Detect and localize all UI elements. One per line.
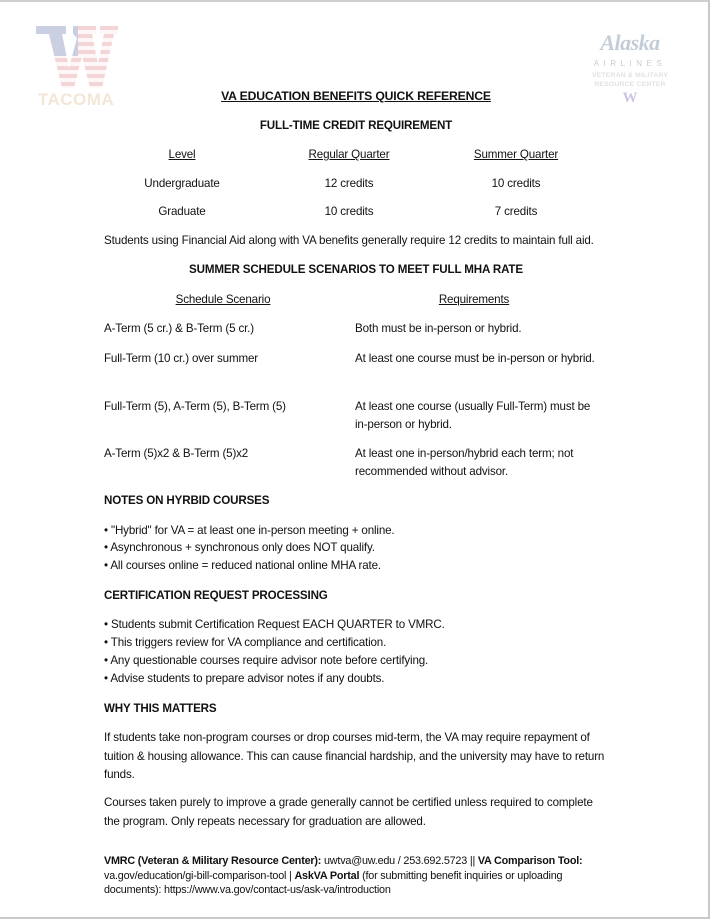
certification-item: • This triggers review for VA compliance and certification. (104, 636, 387, 649)
hybrid-item: • All courses online = reduced national online MHA rate. (104, 559, 381, 572)
credits-level: Graduate (158, 205, 206, 218)
vmrc-label: VMRC (Veteran & Military Resource Center): (104, 855, 322, 867)
airlines-logo-text: AIRLINES (593, 59, 667, 68)
certification-item: • Any questionable courses require advisor note before certifying. (104, 654, 429, 667)
scenario-name: A-Term (5 cr.) & B-Term (5 cr.) (104, 322, 254, 335)
summer-heading: SUMMER SCHEDULE SCENARIOS TO MEET FULL MHA RATE (189, 263, 523, 276)
financial-aid-note: Students using Financial Aid along with VA benefits generally require 12 credits to maintain full aid. (104, 234, 594, 247)
summer-col-requirements: Requirements (438, 293, 510, 306)
vmrc-logo-line-2: RESOURCE CENTER (594, 81, 666, 88)
vmrc-contact[interactable]: uwtva@uw.edu / 253.692.5723 || (321, 855, 478, 867)
scenario-name: A-Term (5)x2 & B-Term (5)x2 (104, 447, 249, 460)
credits-regular: 12 credits (324, 177, 374, 190)
credits-col-level: Level (168, 148, 196, 161)
comparison-tool-label: VA Comparison Tool: (477, 855, 583, 867)
certification-item: • Advise students to prepare advisor notes if any doubts. (104, 672, 385, 685)
alaska-airlines-logo: Alaska (600, 30, 660, 55)
vmrc-logo-line-1: VETERAN & MILITARY (591, 72, 669, 79)
scenario-requirement: At least one course must be in-person or hybrid. (355, 352, 595, 365)
why-heading: WHY THIS MATTERS (104, 702, 217, 715)
uw-tacoma-flag-w-logo (36, 26, 118, 88)
why-paragraph: If students take non-program courses or drop courses mid-term, the VA may require repayment of tuition & housing allowance. This can cause financial hardship, and the university may have to return funds. (104, 731, 605, 781)
tacoma-logo-text: TACOMA (37, 90, 115, 109)
scenario-requirement: Both must be in-person or hybrid. (355, 322, 522, 335)
document-title: VA EDUCATION BENEFITS QUICK REFERENCE (221, 89, 491, 103)
askva-link[interactable]: (for submitting benefit inquiries or uploading documents): https://www.va.gov/contact-us/ask-va/introduction (104, 869, 563, 896)
uw-w-icon: W (622, 90, 638, 106)
hybrid-item: • Asynchronous + synchronous only does NOT qualify. (104, 541, 375, 554)
credits-summer: 7 credits (494, 205, 538, 218)
scenario-requirement: At least one in-person/hybrid each term; not recommended without advisor. (355, 447, 574, 478)
scenario-name: Full-Term (5), A-Term (5), B-Term (5) (104, 400, 286, 413)
credits-regular: 10 credits (324, 205, 374, 218)
credits-col-regular: Regular Quarter (308, 148, 390, 161)
comparison-tool-link[interactable]: va.gov/education/gi-bill-comparison-tool | (104, 869, 295, 882)
askva-label: AskVA Portal (294, 869, 360, 882)
scenario-requirement: At least one course (usually Full-Term) must be in-person or hybrid. (355, 400, 591, 431)
certification-heading: CERTIFICATION REQUEST PROCESSING (104, 589, 328, 602)
hybrid-heading: NOTES ON HYRBID COURSES (104, 494, 270, 507)
summer-col-scenario: Schedule Scenario (175, 293, 271, 306)
credits-summer: 10 credits (491, 177, 541, 190)
scenario-name: Full-Term (10 cr.) over summer (104, 352, 258, 365)
credits-heading: FULL-TIME CREDIT REQUIREMENT (259, 119, 453, 132)
certification-item: • Students submit Certification Request EACH QUARTER to VMRC. (104, 618, 445, 631)
credits-col-summer: Summer Quarter (473, 148, 559, 161)
why-paragraph: Courses taken purely to improve a grade generally cannot be certified unless required to complete the program. Only repeats necessary for graduation are allowed. (104, 796, 593, 828)
hybrid-item: • "Hybrid" for VA = at least one in-person meeting + online. (104, 524, 395, 537)
credits-level: Undergraduate (144, 177, 220, 190)
contact-footer (104, 854, 609, 898)
